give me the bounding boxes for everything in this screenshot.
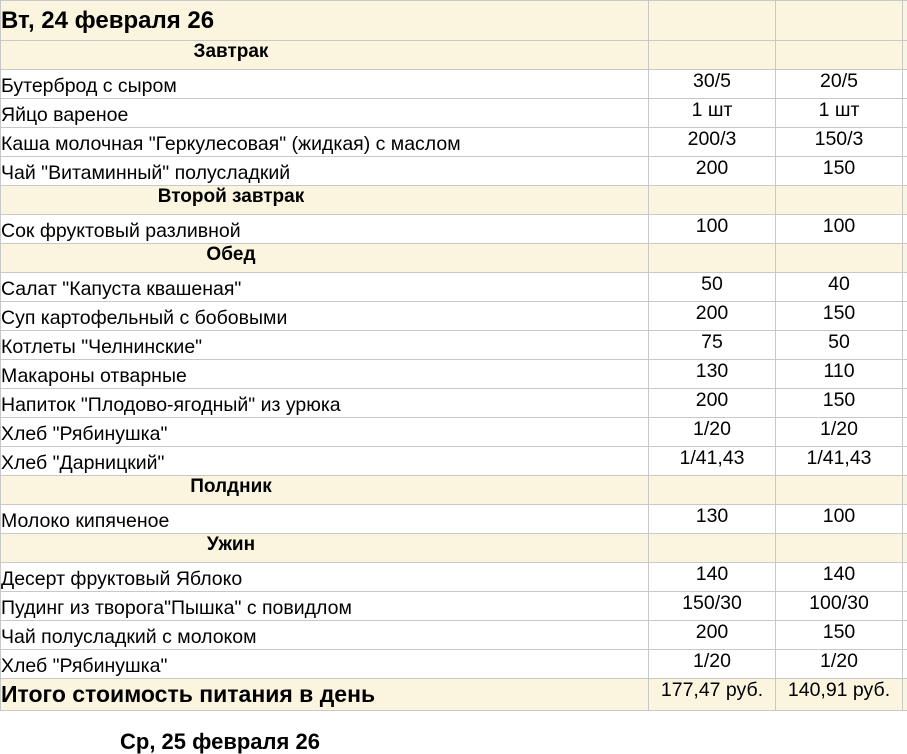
dish-name: Хлеб "Рябинушка"	[1, 418, 649, 447]
edge-cell	[903, 215, 907, 244]
edge-cell	[903, 418, 907, 447]
portion-second: 150/3	[776, 128, 903, 157]
portion-second: 50	[776, 331, 903, 360]
dish-name: Хлеб "Рябинушка"	[1, 650, 649, 679]
edge-cell	[903, 592, 907, 621]
portion-first: 200	[649, 621, 776, 650]
dish-row	[1, 99, 907, 128]
portion-second: 100	[776, 505, 903, 534]
portion-first: 50	[649, 273, 776, 302]
dish-name: Бутерброд с сыром	[1, 70, 649, 99]
dish-row	[1, 447, 907, 476]
portion-first: 200	[649, 302, 776, 331]
section-row	[1, 244, 907, 273]
portion-first: 1 шт	[649, 99, 776, 128]
dish-name: Напиток "Плодово-ягодный" из урюка	[1, 389, 649, 418]
edge-cell	[903, 128, 907, 157]
empty-cell	[649, 1, 776, 41]
empty-cell	[776, 1, 903, 41]
day-title: Вт, 24 февраля 26	[1, 1, 649, 41]
total-cost-second: 140,91 руб.	[776, 679, 903, 711]
edge-cell	[903, 447, 907, 476]
portion-first: 130	[649, 505, 776, 534]
dish-name: Суп картофельный с бобовыми	[1, 302, 649, 331]
portion-first: 1/20	[649, 418, 776, 447]
section-row	[1, 476, 907, 505]
dish-row	[1, 302, 907, 331]
section-header-cell	[1, 41, 649, 70]
section-title: Ужин	[1, 534, 461, 556]
portion-second: 20/5	[776, 70, 903, 99]
portion-first: 100	[649, 215, 776, 244]
total-row	[1, 679, 907, 711]
edge-cell	[903, 621, 907, 650]
section-title: Второй завтрак	[1, 186, 461, 208]
dish-row	[1, 215, 907, 244]
section-row	[1, 186, 907, 215]
dish-row	[1, 157, 907, 186]
edge-cell	[903, 534, 907, 563]
dish-name: Сок фруктовый разливной	[1, 215, 649, 244]
total-label: Итого стоимость питания в день	[1, 679, 649, 711]
edge-cell	[903, 389, 907, 418]
portion-second: 150	[776, 389, 903, 418]
section-header-cell	[1, 244, 649, 273]
portion-first: 200/3	[649, 128, 776, 157]
edge-cell	[903, 99, 907, 128]
edge-cell	[903, 331, 907, 360]
portion-first: 30/5	[649, 70, 776, 99]
edge-cell	[903, 505, 907, 534]
dish-row	[1, 563, 907, 592]
section-title: Завтрак	[1, 41, 461, 63]
portion-second: 100/30	[776, 592, 903, 621]
section-title: Полдник	[1, 476, 461, 498]
dish-name: Пудинг из творога"Пышка" с повидлом	[1, 592, 649, 621]
portion-second: 1/41,43	[776, 447, 903, 476]
empty-cell	[776, 244, 903, 273]
empty-cell	[649, 41, 776, 70]
empty-cell	[649, 476, 776, 505]
portion-first: 130	[649, 360, 776, 389]
empty-cell	[649, 186, 776, 215]
portion-second: 150	[776, 302, 903, 331]
dish-row	[1, 650, 907, 679]
dish-row	[1, 273, 907, 302]
portion-first: 150/30	[649, 592, 776, 621]
empty-cell	[649, 244, 776, 273]
dish-row	[1, 592, 907, 621]
portion-second: 140	[776, 563, 903, 592]
portion-second: 1/20	[776, 418, 903, 447]
edge-cell	[903, 302, 907, 331]
edge-cell	[903, 186, 907, 215]
empty-cell	[649, 534, 776, 563]
dish-name: Макароны отварные	[1, 360, 649, 389]
portion-first: 75	[649, 331, 776, 360]
edge-cell	[903, 476, 907, 505]
dish-row	[1, 418, 907, 447]
portion-first: 200	[649, 389, 776, 418]
section-header-cell	[1, 186, 649, 215]
dish-name: Каша молочная "Геркулесовая" (жидкая) с маслом	[1, 128, 649, 157]
portion-first: 1/41,43	[649, 447, 776, 476]
dish-row	[1, 360, 907, 389]
date-row	[1, 1, 907, 41]
dish-name: Чай "Витаминный" полусладкий	[1, 157, 649, 186]
total-cost-first: 177,47 руб.	[649, 679, 776, 711]
portion-first: 1/20	[649, 650, 776, 679]
dish-name: Десерт фруктовый Яблоко	[1, 563, 649, 592]
dish-name: Яйцо вареное	[1, 99, 649, 128]
portion-second: 150	[776, 621, 903, 650]
menu-body	[1, 1, 907, 711]
portion-second: 110	[776, 360, 903, 389]
dish-row	[1, 70, 907, 99]
section-title: Обед	[1, 244, 461, 266]
dish-name: Хлеб "Дарницкий"	[1, 447, 649, 476]
portion-first: 140	[649, 563, 776, 592]
dish-row	[1, 389, 907, 418]
empty-cell	[776, 41, 903, 70]
empty-cell	[776, 476, 903, 505]
dish-row	[1, 621, 907, 650]
dish-name: Котлеты "Челнинские"	[1, 331, 649, 360]
edge-cell	[903, 650, 907, 679]
edge-cell	[903, 360, 907, 389]
edge-cell	[903, 157, 907, 186]
portion-second: 1 шт	[776, 99, 903, 128]
next-day-title: Ср, 25 февраля 26	[120, 732, 320, 752]
edge-cell	[903, 41, 907, 70]
empty-cell	[776, 534, 903, 563]
dish-row	[1, 331, 907, 360]
edge-cell	[903, 679, 907, 711]
dish-row	[1, 128, 907, 157]
edge-cell	[903, 244, 907, 273]
section-row	[1, 41, 907, 70]
section-header-cell	[1, 476, 649, 505]
edge-cell	[903, 1, 907, 41]
dish-row	[1, 505, 907, 534]
portion-second: 40	[776, 273, 903, 302]
edge-cell	[903, 70, 907, 99]
empty-cell	[776, 186, 903, 215]
section-header-cell	[1, 534, 649, 563]
portion-second: 1/20	[776, 650, 903, 679]
dish-name: Салат "Капуста квашеная"	[1, 273, 649, 302]
portion-second: 100	[776, 215, 903, 244]
portion-first: 200	[649, 157, 776, 186]
edge-cell	[903, 563, 907, 592]
dish-name: Молоко кипяченое	[1, 505, 649, 534]
section-row	[1, 534, 907, 563]
dish-name: Чай полусладкий с молоком	[1, 621, 649, 650]
portion-second: 150	[776, 157, 903, 186]
edge-cell	[903, 273, 907, 302]
